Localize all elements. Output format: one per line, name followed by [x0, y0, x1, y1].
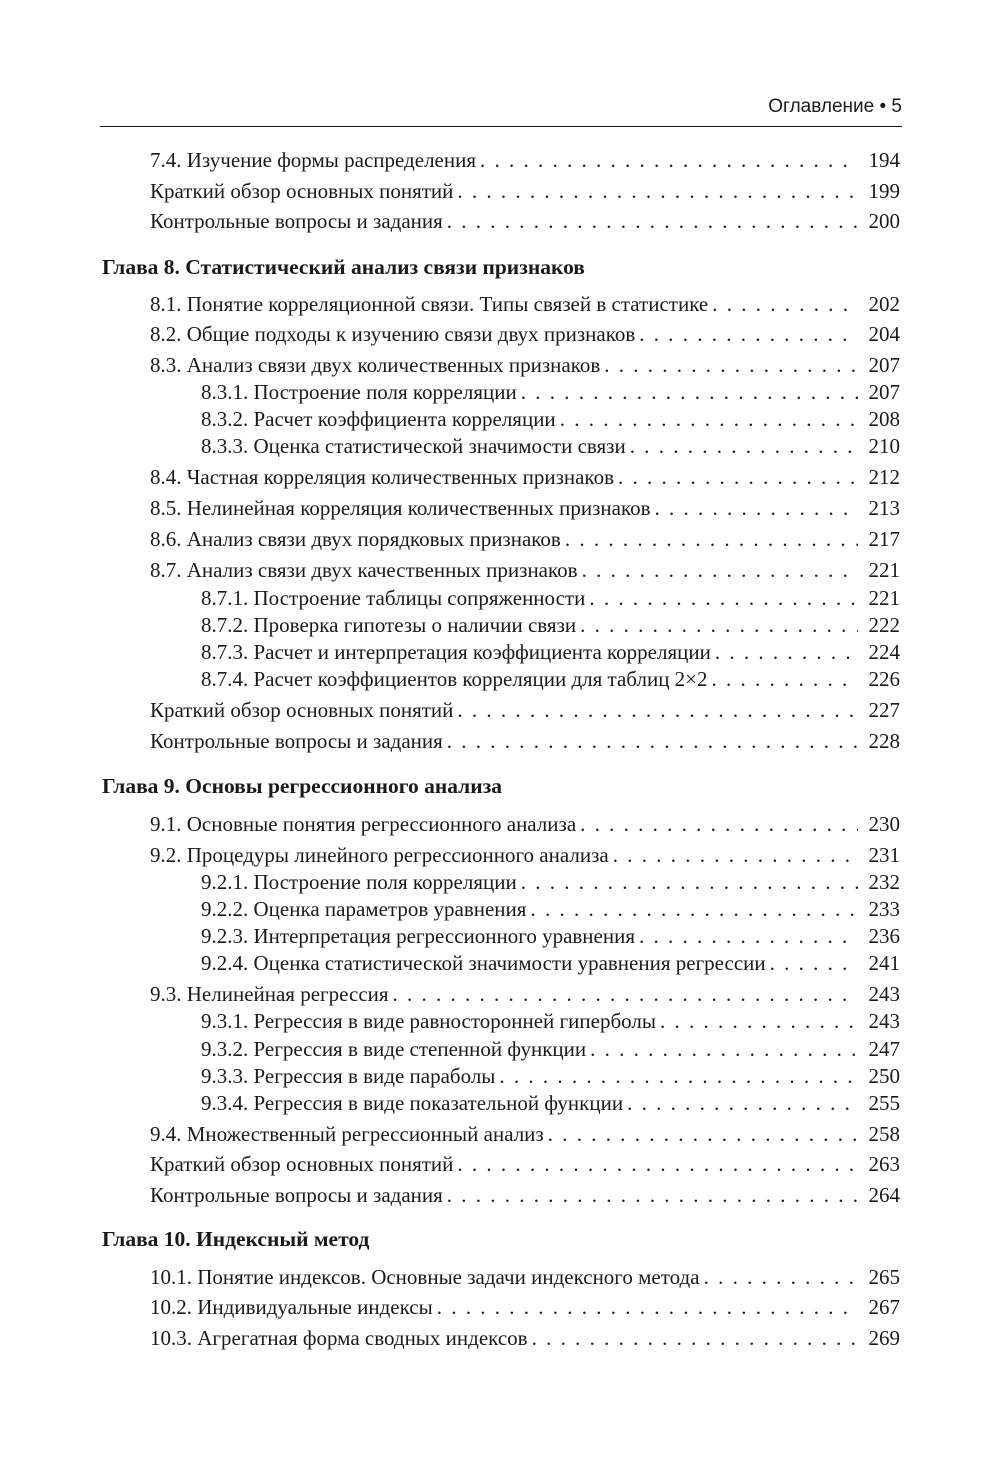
toc-entry-title: 9.3.2. Регрессия в виде степенной функции — [201, 1037, 587, 1061]
toc-entry-page: 243 — [868, 982, 900, 1006]
toc-entry-title: 8.5. Нелинейная корреляция количественных признаков — [150, 496, 651, 520]
toc-entry-title: 9.2.2. Оценка параметров уравнения — [201, 897, 527, 921]
toc-entry-title: 8.1. Понятие корреляционной связи. Типы связей в статистике — [150, 292, 709, 316]
toc-entry-title: Контрольные вопросы и задания — [150, 209, 443, 233]
toc-entry-page: 204 — [868, 322, 900, 346]
toc-entry-title: 8.3.3. Оценка статистической значимости связи — [201, 434, 626, 458]
toc-entry-title: 8.3. Анализ связи двух количественных признаков — [150, 353, 601, 377]
toc-entry-title: 8.7. Анализ связи двух качественных признаков — [150, 558, 578, 582]
toc-entry-8-7-4[interactable] — [201, 664, 900, 694]
toc-entry-page: 224 — [868, 640, 900, 664]
toc-entry-page: 233 — [868, 897, 900, 921]
toc-entry-title: 8.7.3. Расчет и интерпретация коэффициента корреляции — [201, 640, 711, 664]
toc-entry-8-3[interactable] — [150, 350, 900, 380]
toc-entry-title: 9.3.4. Регрессия в виде показательной функции — [201, 1091, 624, 1115]
toc-entry-7-questions[interactable] — [150, 206, 900, 236]
toc-entry-page: 194 — [868, 148, 900, 172]
toc-entry-title: 7.4. Изучение формы распределения — [150, 148, 477, 172]
toc-entry-page: 243 — [868, 1009, 900, 1033]
toc-entry-page: 207 — [868, 380, 900, 404]
toc-entry-9-3-4[interactable] — [201, 1088, 900, 1118]
toc-entry-9-2-1[interactable] — [201, 867, 900, 897]
toc-entry-title: 9.2.4. Оценка статистической значимости уравнения регрессии — [201, 951, 766, 975]
toc-entry-page: 230 — [868, 812, 900, 836]
toc-entry-title: Контрольные вопросы и задания — [150, 1183, 443, 1207]
toc-entry-title: 8.7.4. Расчет коэффициентов корреляции для таблиц 2×2 — [201, 667, 708, 691]
toc-entry-page: 222 — [868, 613, 900, 637]
toc-entry-8-5[interactable] — [150, 493, 900, 523]
toc-entry-title: Краткий обзор основных понятий — [150, 698, 454, 722]
toc-entry-page: 199 — [868, 179, 900, 203]
toc-entry-title: 10.1. Понятие индексов. Основные задачи индексного метода — [150, 1265, 700, 1289]
toc-entry-8-7-2[interactable] — [201, 610, 900, 640]
toc-entry-9-3[interactable] — [150, 979, 900, 1009]
chapter-9-heading[interactable]: Глава 9. Основы регрессионного анализа — [102, 774, 502, 798]
toc-entry-9-3-3[interactable] — [201, 1061, 900, 1091]
toc-entry-9-3-1[interactable] — [201, 1006, 900, 1036]
toc-entry-9-2-2[interactable] — [201, 894, 900, 924]
toc-entry-page: 255 — [868, 1091, 900, 1115]
toc-entry-7-4[interactable] — [150, 145, 900, 175]
chapter-8-heading[interactable]: Глава 8. Статистический анализ связи признаков — [102, 255, 585, 279]
toc-entry-page: 221 — [868, 558, 900, 582]
toc-entry-9-2-4[interactable] — [201, 948, 900, 978]
toc-entry-title: 10.2. Индивидуальные индексы — [150, 1295, 433, 1319]
toc-entry-title: 9.3. Нелинейная регрессия — [150, 982, 389, 1006]
header-rule — [100, 126, 902, 127]
toc-entry-title: 8.7.2. Проверка гипотезы о наличии связи — [201, 613, 577, 637]
toc-entry-title: 9.1. Основные понятия регрессионного анализа — [150, 812, 577, 836]
toc-entry-page: 200 — [868, 209, 900, 233]
toc-entry-page: 202 — [868, 292, 900, 316]
toc-entry-title: 8.3.1. Построение поля корреляции — [201, 380, 517, 404]
toc-entry-title: 8.6. Анализ связи двух порядковых признаков — [150, 527, 561, 551]
toc-entry-title: 8.2. Общие подходы к изучению связи двух признаков — [150, 322, 636, 346]
toc-entry-page: 208 — [868, 407, 900, 431]
toc-entry-8-summary[interactable] — [150, 695, 900, 725]
toc-entry-page: 228 — [868, 729, 900, 753]
toc-entry-9-2[interactable] — [150, 840, 900, 870]
toc-entry-title: 9.2.3. Интерпретация регрессионного уравнения — [201, 924, 636, 948]
toc-entry-page: 227 — [868, 698, 900, 722]
toc-entry-page: 210 — [868, 434, 900, 458]
toc-entry-title: 10.3. Агрегатная форма сводных индексов — [150, 1326, 528, 1350]
toc-entry-page: 247 — [868, 1037, 900, 1061]
toc-entry-8-4[interactable] — [150, 462, 900, 492]
toc-entry-9-4[interactable] — [150, 1119, 900, 1149]
toc-entry-page: 231 — [868, 843, 900, 867]
toc-entry-title: 9.2.1. Построение поля корреляции — [201, 870, 517, 894]
toc-entry-page: 232 — [868, 870, 900, 894]
toc-entry-page: 267 — [868, 1295, 900, 1319]
toc-entry-page: 250 — [868, 1064, 900, 1088]
toc-entry-9-1[interactable] — [150, 809, 900, 839]
toc-entry-8-questions[interactable] — [150, 726, 900, 756]
toc-entry-page: 263 — [868, 1152, 900, 1176]
toc-entry-title: 9.3.1. Регрессия в виде равносторонней гиперболы — [201, 1009, 656, 1033]
toc-entry-page: 269 — [868, 1326, 900, 1350]
toc-entry-page: 212 — [868, 465, 900, 489]
toc-entry-8-1[interactable] — [150, 289, 900, 319]
toc-entry-title: 8.7.1. Построение таблицы сопряженности — [201, 586, 586, 610]
toc-entry-page: 258 — [868, 1122, 900, 1146]
toc-entry-9-3-2[interactable] — [201, 1034, 900, 1064]
toc-entry-10-1[interactable] — [150, 1262, 900, 1292]
toc-entry-title: Контрольные вопросы и задания — [150, 729, 443, 753]
toc-entry-9-2-3[interactable] — [201, 921, 900, 951]
toc-entry-8-6[interactable] — [150, 524, 900, 554]
toc-entry-8-3-1[interactable] — [201, 377, 900, 407]
toc-entry-title: 9.2. Процедуры линейного регрессионного анализа — [150, 843, 609, 867]
toc-entry-9-summary[interactable] — [150, 1149, 900, 1179]
toc-entry-10-3[interactable] — [150, 1323, 900, 1353]
toc-entry-9-questions[interactable] — [150, 1180, 900, 1210]
toc-entry-title: Краткий обзор основных понятий — [150, 179, 454, 203]
toc-entry-8-2[interactable] — [150, 319, 900, 349]
toc-entry-page: 213 — [868, 496, 900, 520]
toc-entry-title: Краткий обзор основных понятий — [150, 1152, 454, 1176]
toc-entry-title: 9.3.3. Регрессия в виде параболы — [201, 1064, 496, 1088]
toc-entry-page: 241 — [868, 951, 900, 975]
running-header: Оглавление • 5 — [768, 96, 902, 117]
toc-entry-page: 217 — [868, 527, 900, 551]
toc-entry-title: 8.4. Частная корреляция количественных признаков — [150, 465, 614, 489]
toc-entry-page: 264 — [868, 1183, 900, 1207]
toc-entry-10-2[interactable] — [150, 1292, 900, 1322]
toc-entry-page: 236 — [868, 924, 900, 948]
toc-entry-page: 265 — [868, 1265, 900, 1289]
toc-entry-8-3-2[interactable] — [201, 404, 900, 434]
toc-entry-7-summary[interactable] — [150, 176, 900, 206]
toc-entry-page: 221 — [868, 586, 900, 610]
toc-entry-title: 8.3.2. Расчет коэффициента корреляции — [201, 407, 556, 431]
toc-entry-title: 9.4. Множественный регрессионный анализ — [150, 1122, 544, 1146]
toc-entry-page: 207 — [868, 353, 900, 377]
toc-entry-8-7[interactable] — [150, 555, 900, 585]
toc-entry-8-7-3[interactable] — [201, 637, 900, 667]
chapter-10-heading[interactable]: Глава 10. Индексный метод — [102, 1227, 370, 1251]
toc-entry-page: 226 — [868, 667, 900, 691]
toc-entry-8-3-3[interactable] — [201, 431, 900, 461]
toc-entry-8-7-1[interactable] — [201, 583, 900, 613]
